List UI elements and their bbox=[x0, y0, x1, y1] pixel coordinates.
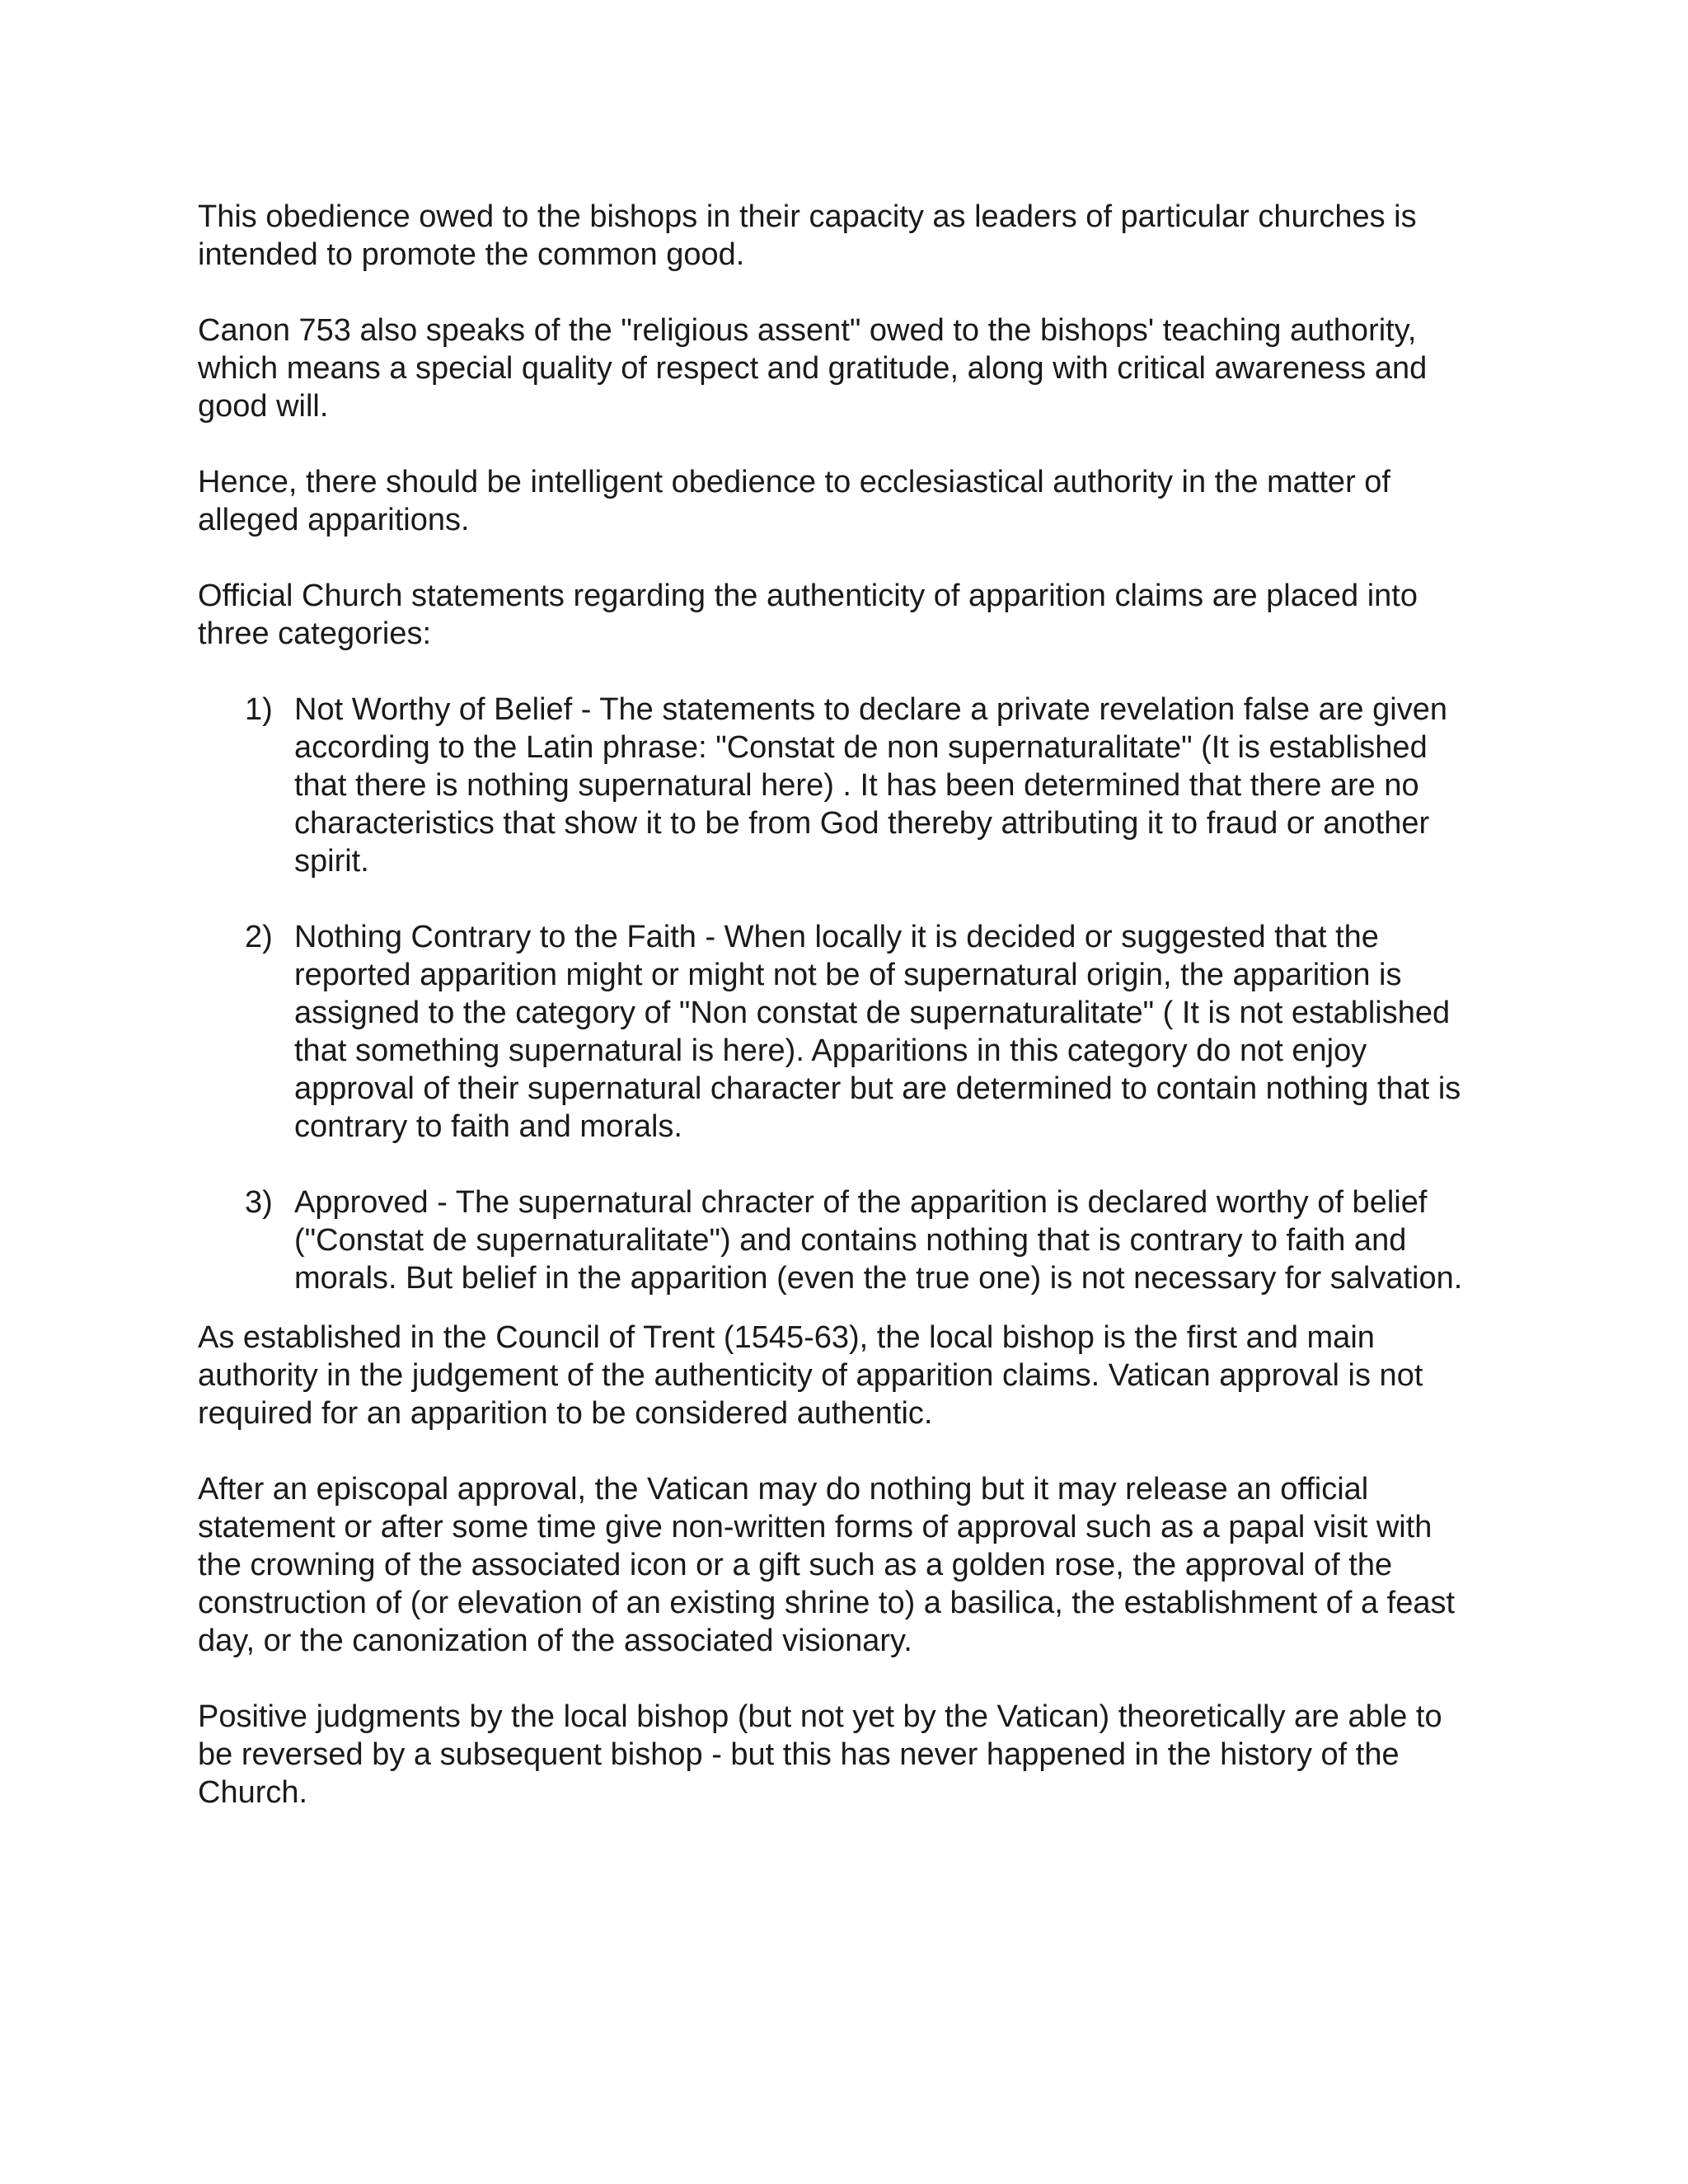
list-item-nothing-contrary bbox=[198, 918, 1484, 1146]
document-body bbox=[198, 198, 1484, 1849]
paragraph-episcopal-approval: After an episcopal approval, the Vatican may do nothing but it may release an official statement or after some time give non-written forms of approval such as a papal visit with the crowning of the associated icon or a gift such as a golden rose, the approval of the construction of (or elevation of an existing shrine to) a basilica, the establishment of a feast day, or the canonization of the associated visionary. bbox=[198, 1472, 1456, 1658]
list-item-text: Nothing Contrary to the Faith - When locally it is decided or suggested that the reported apparition might or might not be of supernatural origin, the apparition is assigned to the category of "Non constat de supernaturalitate" ( It is not established that something supernatural is here). Apparitions in this category do not enjoy approval of their supernatural character but are determined to contain nothing that is contrary to faith and morals. bbox=[294, 920, 1461, 1144]
paragraph-canon-753: Canon 753 also speaks of the "religious assent" owed to the bishops' teaching authority, which means a special quality of respect and gratitude, along with critical awareness and good will. bbox=[198, 313, 1428, 424]
list-item-approved bbox=[198, 1183, 1484, 1297]
paragraph-council-of-trent: As established in the Council of Trent (1545-63), the local bishop is the first and main authority in the judgement of the authenticity of apparition claims. Vatican approval is not required for an apparition to be considered authentic. bbox=[198, 1320, 1423, 1431]
list-number: 1) bbox=[245, 692, 273, 727]
paragraph-obedience: This obedience owed to the bishops in their capacity as leaders of particular churches is intended to promote the common good. bbox=[198, 199, 1417, 272]
list-item-text: Not Worthy of Belief - The statements to declare a private revelation false are given according to the Latin phrase: "Constat de non supernaturalitate" (It is established that there is nothing supernatural here) . It has been determined that there are no characteristics that show it to be from God thereby attributing it to fraud or another spirit. bbox=[294, 692, 1447, 879]
list-number: 2) bbox=[245, 920, 273, 954]
categories-list bbox=[198, 691, 1484, 1297]
list-item-not-worthy bbox=[198, 691, 1484, 880]
paragraph-positive-judgments: Positive judgments by the local bishop (but not yet by the Vatican) theoretically are able to be reversed by a subsequent bishop - but this has never happened in the history of the Church. bbox=[198, 1699, 1442, 1810]
list-item-text: Approved - The supernatural chracter of the apparition is declared worthy of belief ("Constat de supernaturalitate") and contains nothing that is contrary to faith and morals. But belief in the apparition (even the true one) is not necessary for salvation. bbox=[294, 1185, 1463, 1296]
paragraph-categories-intro: Official Church statements regarding the authenticity of apparition claims are placed into three categories: bbox=[198, 579, 1418, 651]
list-number: 3) bbox=[245, 1185, 273, 1220]
paragraph-intelligent-obedience: Hence, there should be intelligent obedience to ecclesiastical authority in the matter of alleged apparitions. bbox=[198, 465, 1390, 537]
